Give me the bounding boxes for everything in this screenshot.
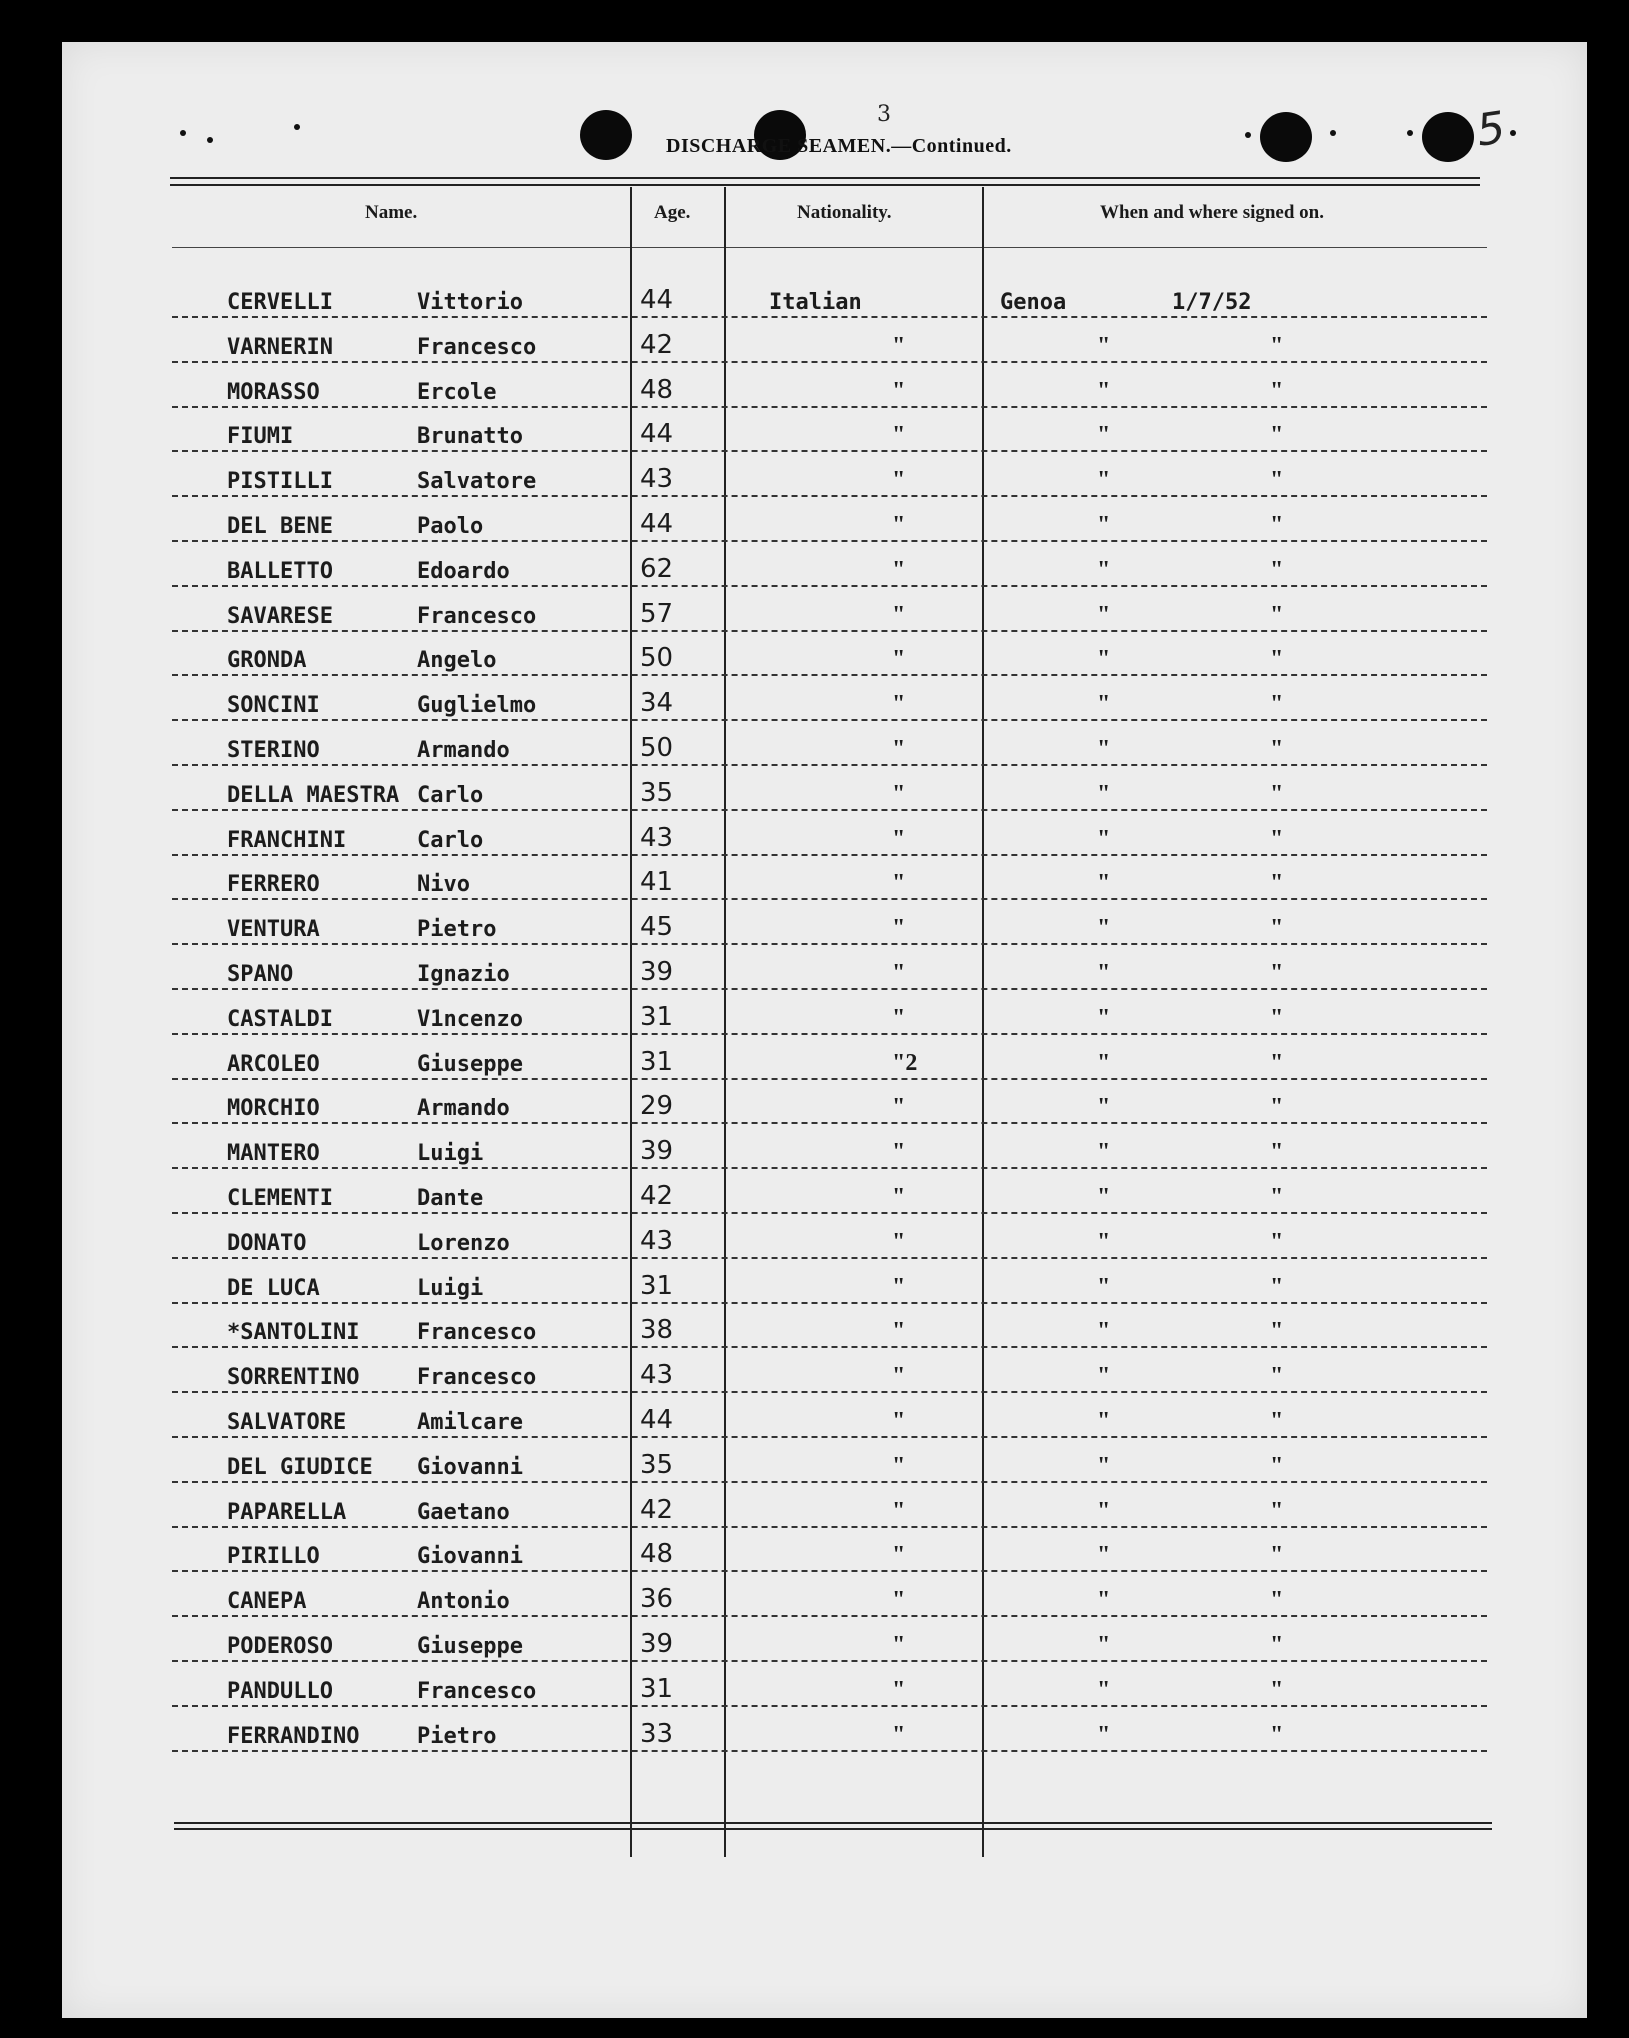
seaman-age: 44 bbox=[640, 1405, 674, 1435]
seaman-nationality: " bbox=[892, 1498, 906, 1524]
signed-on-date: " bbox=[1270, 333, 1284, 359]
table-row bbox=[62, 999, 1587, 1035]
seaman-given-name: Carlo bbox=[417, 828, 484, 853]
seaman-surname: PAPARELLA bbox=[227, 1500, 347, 1525]
seaman-given-name: Amilcare bbox=[417, 1410, 523, 1435]
table-row bbox=[62, 954, 1587, 990]
seaman-nationality: " bbox=[892, 1408, 906, 1434]
seaman-given-name: Carlo bbox=[417, 783, 484, 808]
seaman-age: 33 bbox=[640, 1719, 674, 1749]
seaman-nationality: " bbox=[892, 1094, 906, 1120]
speck bbox=[180, 130, 186, 136]
signed-on-port: " bbox=[1097, 1005, 1111, 1031]
row-dotted-line bbox=[172, 1750, 1487, 1752]
speck bbox=[207, 137, 213, 143]
seaman-surname: MANTERO bbox=[227, 1141, 320, 1166]
seaman-age: 34 bbox=[640, 688, 674, 718]
signed-on-date: " bbox=[1270, 781, 1284, 807]
row-dotted-line bbox=[172, 719, 1487, 721]
signed-on-port: " bbox=[1097, 467, 1111, 493]
signed-on-date: " bbox=[1270, 1005, 1284, 1031]
row-dotted-line bbox=[172, 1078, 1487, 1080]
seaman-given-name: Pietro bbox=[417, 1724, 497, 1749]
table-row bbox=[62, 1626, 1587, 1662]
seaman-surname: DELLA MAESTRA bbox=[227, 783, 400, 808]
seaman-nationality: " bbox=[892, 422, 906, 448]
row-dotted-line bbox=[172, 1391, 1487, 1393]
table-row bbox=[62, 461, 1587, 497]
seaman-surname: *SANTOLINI bbox=[227, 1320, 360, 1345]
table-row bbox=[62, 1178, 1587, 1214]
table-row bbox=[62, 1536, 1587, 1572]
seaman-given-name: Giovanni bbox=[417, 1544, 523, 1569]
signed-on-date: " bbox=[1270, 512, 1284, 538]
seaman-nationality: " bbox=[892, 1722, 906, 1748]
signed-on-port: " bbox=[1097, 1632, 1111, 1658]
seaman-nationality: " bbox=[892, 1542, 906, 1568]
seaman-given-name: Luigi bbox=[417, 1141, 484, 1166]
signed-on-date: " bbox=[1270, 378, 1284, 404]
signed-on-date: 1/7/52 bbox=[1172, 290, 1252, 315]
seaman-nationality: " bbox=[892, 1632, 906, 1658]
signed-on-date: " bbox=[1270, 1722, 1284, 1748]
column-header-nationality: Nationality. bbox=[797, 202, 892, 223]
row-dotted-line bbox=[172, 674, 1487, 676]
seaman-given-name: Francesco bbox=[417, 1320, 537, 1345]
seaman-given-name: Edoardo bbox=[417, 559, 510, 584]
signed-on-date: " bbox=[1270, 1453, 1284, 1479]
table-row bbox=[62, 1716, 1587, 1752]
seaman-given-name: Angelo bbox=[417, 648, 497, 673]
seaman-surname: PISTILLI bbox=[227, 469, 333, 494]
seaman-nationality: " bbox=[892, 1587, 906, 1613]
row-dotted-line bbox=[172, 406, 1487, 408]
signed-on-port: " bbox=[1097, 1498, 1111, 1524]
signed-on-date: " bbox=[1270, 467, 1284, 493]
table-row bbox=[62, 685, 1587, 721]
seaman-age: 41 bbox=[640, 867, 674, 897]
seaman-nationality: "2 bbox=[892, 1050, 918, 1076]
signed-on-date: " bbox=[1270, 1318, 1284, 1344]
seaman-nationality: " bbox=[892, 1229, 906, 1255]
signed-on-date: " bbox=[1270, 646, 1284, 672]
signed-on-port: " bbox=[1097, 1184, 1111, 1210]
seaman-age: 39 bbox=[640, 957, 674, 987]
seaman-nationality: " bbox=[892, 915, 906, 941]
seaman-age: 43 bbox=[640, 464, 674, 494]
signed-on-port: " bbox=[1097, 736, 1111, 762]
table-row bbox=[62, 1357, 1587, 1393]
row-dotted-line bbox=[172, 1302, 1487, 1304]
seaman-age: 44 bbox=[640, 509, 674, 539]
seaman-nationality: " bbox=[892, 960, 906, 986]
row-dotted-line bbox=[172, 1167, 1487, 1169]
seaman-surname: BALLETTO bbox=[227, 559, 333, 584]
table-row bbox=[62, 1581, 1587, 1617]
seaman-nationality: " bbox=[892, 557, 906, 583]
seaman-given-name: Francesco bbox=[417, 604, 537, 629]
table-row bbox=[62, 820, 1587, 856]
signed-on-port: " bbox=[1097, 422, 1111, 448]
table-bottom-rule-1 bbox=[174, 1822, 1492, 1824]
seaman-age: 57 bbox=[640, 599, 674, 629]
table-row bbox=[62, 864, 1587, 900]
row-dotted-line bbox=[172, 943, 1487, 945]
table-row bbox=[62, 1044, 1587, 1080]
column-header-rule bbox=[172, 247, 1487, 248]
seaman-surname: ARCOLEO bbox=[227, 1052, 320, 1077]
signed-on-port: " bbox=[1097, 1229, 1111, 1255]
seaman-nationality: " bbox=[892, 1005, 906, 1031]
row-dotted-line bbox=[172, 1705, 1487, 1707]
seaman-surname: STERINO bbox=[227, 738, 320, 763]
seaman-given-name: Vittorio bbox=[417, 290, 523, 315]
table-row bbox=[62, 1268, 1587, 1304]
seaman-age: 29 bbox=[640, 1091, 674, 1121]
seaman-given-name: Guglielmo bbox=[417, 693, 537, 718]
table-row bbox=[62, 1223, 1587, 1259]
seaman-given-name: Armando bbox=[417, 1096, 510, 1121]
seaman-given-name: Francesco bbox=[417, 335, 537, 360]
signed-on-port: " bbox=[1097, 1722, 1111, 1748]
seaman-given-name: Nivo bbox=[417, 872, 470, 897]
seaman-nationality: " bbox=[892, 1453, 906, 1479]
row-dotted-line bbox=[172, 1660, 1487, 1662]
document-page bbox=[62, 42, 1587, 2018]
seaman-surname: DEL GIUDICE bbox=[227, 1455, 373, 1480]
seaman-given-name: Francesco bbox=[417, 1365, 537, 1390]
signed-on-port: " bbox=[1097, 333, 1111, 359]
row-dotted-line bbox=[172, 540, 1487, 542]
seaman-given-name: Salvatore bbox=[417, 469, 537, 494]
seaman-surname: PIRILLO bbox=[227, 1544, 320, 1569]
signed-on-date: " bbox=[1270, 870, 1284, 896]
seaman-nationality: " bbox=[892, 602, 906, 628]
table-row bbox=[62, 1312, 1587, 1348]
seaman-surname: CERVELLI bbox=[227, 290, 333, 315]
seaman-surname: DE LUCA bbox=[227, 1276, 320, 1301]
row-dotted-line bbox=[172, 316, 1487, 318]
table-row bbox=[62, 327, 1587, 363]
seaman-age: 50 bbox=[640, 733, 674, 763]
speck bbox=[294, 124, 300, 130]
seaman-age: 62 bbox=[640, 554, 674, 584]
row-dotted-line bbox=[172, 1615, 1487, 1617]
header-rule-bottom bbox=[170, 184, 1480, 186]
row-dotted-line bbox=[172, 361, 1487, 363]
seaman-age: 39 bbox=[640, 1629, 674, 1659]
table-row bbox=[62, 596, 1587, 632]
column-header-name: Name. bbox=[365, 202, 418, 223]
table-row bbox=[62, 1088, 1587, 1124]
signed-on-date: " bbox=[1270, 1363, 1284, 1389]
seaman-nationality: " bbox=[892, 1363, 906, 1389]
signed-on-date: " bbox=[1270, 602, 1284, 628]
seaman-age: 44 bbox=[640, 419, 674, 449]
signed-on-date: " bbox=[1270, 826, 1284, 852]
seaman-given-name: Giovanni bbox=[417, 1455, 523, 1480]
seaman-age: 43 bbox=[640, 1226, 674, 1256]
signed-on-date: " bbox=[1270, 1274, 1284, 1300]
speck bbox=[1407, 130, 1413, 136]
row-dotted-line bbox=[172, 764, 1487, 766]
seaman-age: 42 bbox=[640, 330, 674, 360]
seaman-surname: DEL BENE bbox=[227, 514, 333, 539]
seaman-nationality: " bbox=[892, 467, 906, 493]
signed-on-port: " bbox=[1097, 1318, 1111, 1344]
signed-on-port: " bbox=[1097, 557, 1111, 583]
seaman-given-name: Brunatto bbox=[417, 424, 523, 449]
signed-on-date: " bbox=[1270, 736, 1284, 762]
seaman-nationality: " bbox=[892, 1139, 906, 1165]
signed-on-port: " bbox=[1097, 691, 1111, 717]
seaman-surname: SORRENTINO bbox=[227, 1365, 360, 1390]
signed-on-port: " bbox=[1097, 512, 1111, 538]
column-header-age: Age. bbox=[654, 202, 691, 223]
speck bbox=[1245, 132, 1251, 138]
signed-on-date: " bbox=[1270, 1139, 1284, 1165]
seaman-age: 39 bbox=[640, 1136, 674, 1166]
signed-on-date: " bbox=[1270, 1408, 1284, 1434]
table-row bbox=[62, 506, 1587, 542]
row-dotted-line bbox=[172, 854, 1487, 856]
row-dotted-line bbox=[172, 1481, 1487, 1483]
seaman-age: 43 bbox=[640, 823, 674, 853]
row-dotted-line bbox=[172, 1212, 1487, 1214]
seaman-given-name: Giuseppe bbox=[417, 1634, 523, 1659]
signed-on-port: " bbox=[1097, 1274, 1111, 1300]
seaman-surname: VENTURA bbox=[227, 917, 320, 942]
seaman-age: 45 bbox=[640, 912, 674, 942]
seaman-given-name: Armando bbox=[417, 738, 510, 763]
seaman-age: 31 bbox=[640, 1674, 674, 1704]
signed-on-port: " bbox=[1097, 915, 1111, 941]
seaman-given-name: Gaetano bbox=[417, 1500, 510, 1525]
seaman-nationality: " bbox=[892, 378, 906, 404]
seaman-given-name: Paolo bbox=[417, 514, 484, 539]
table-row bbox=[62, 1133, 1587, 1169]
signed-on-date: " bbox=[1270, 915, 1284, 941]
row-dotted-line bbox=[172, 809, 1487, 811]
seaman-nationality: " bbox=[892, 691, 906, 717]
seaman-surname: FRANCHINI bbox=[227, 828, 347, 853]
table-row bbox=[62, 1447, 1587, 1483]
signed-on-date: " bbox=[1270, 1229, 1284, 1255]
signed-on-port: " bbox=[1097, 602, 1111, 628]
seaman-surname: CASTALDI bbox=[227, 1007, 333, 1032]
signed-on-date: " bbox=[1270, 1677, 1284, 1703]
seaman-surname: MORCHIO bbox=[227, 1096, 320, 1121]
seaman-nationality: " bbox=[892, 1318, 906, 1344]
signed-on-port: " bbox=[1097, 646, 1111, 672]
row-dotted-line bbox=[172, 1346, 1487, 1348]
table-row bbox=[62, 372, 1587, 408]
seaman-age: 35 bbox=[640, 778, 674, 808]
signed-on-port: " bbox=[1097, 870, 1111, 896]
signed-on-port: " bbox=[1097, 1094, 1111, 1120]
seaman-surname: FERRANDINO bbox=[227, 1724, 360, 1749]
punch-hole bbox=[1422, 112, 1474, 162]
seaman-nationality: " bbox=[892, 646, 906, 672]
seaman-given-name: V1ncenzo bbox=[417, 1007, 523, 1032]
seaman-age: 48 bbox=[640, 1539, 674, 1569]
signed-on-date: " bbox=[1270, 1050, 1284, 1076]
row-dotted-line bbox=[172, 1257, 1487, 1259]
seaman-surname: CLEMENTI bbox=[227, 1186, 333, 1211]
seaman-nationality: " bbox=[892, 512, 906, 538]
table-row bbox=[62, 909, 1587, 945]
row-dotted-line bbox=[172, 585, 1487, 587]
seaman-nationality: " bbox=[892, 1677, 906, 1703]
row-dotted-line bbox=[172, 630, 1487, 632]
page-title: DISCHARGE SEAMEN.—Continued. bbox=[666, 135, 1012, 157]
signed-on-port: " bbox=[1097, 378, 1111, 404]
signed-on-date: " bbox=[1270, 422, 1284, 448]
table-bottom-rule-2 bbox=[174, 1828, 1492, 1830]
seaman-age: 42 bbox=[640, 1181, 674, 1211]
page-number: 3 bbox=[877, 102, 891, 127]
signed-on-date: " bbox=[1270, 557, 1284, 583]
signed-on-date: " bbox=[1270, 1498, 1284, 1524]
seaman-surname: FERRERO bbox=[227, 872, 320, 897]
seaman-surname: CANEPA bbox=[227, 1589, 307, 1614]
seaman-nationality: " bbox=[892, 870, 906, 896]
seaman-given-name: Ercole bbox=[417, 380, 497, 405]
seaman-surname: PODEROSO bbox=[227, 1634, 333, 1659]
signed-on-date: " bbox=[1270, 1542, 1284, 1568]
table-row bbox=[62, 551, 1587, 587]
signed-on-port: " bbox=[1097, 1139, 1111, 1165]
seaman-age: 38 bbox=[640, 1315, 674, 1345]
signed-on-date: " bbox=[1270, 691, 1284, 717]
signed-on-port: " bbox=[1097, 826, 1111, 852]
seaman-age: 44 bbox=[640, 285, 674, 315]
seaman-nationality: " bbox=[892, 1274, 906, 1300]
punch-hole bbox=[1260, 112, 1312, 162]
seaman-surname: FIUMI bbox=[227, 424, 294, 449]
table-row bbox=[62, 1402, 1587, 1438]
signed-on-port: " bbox=[1097, 781, 1111, 807]
seaman-nationality: " bbox=[892, 1184, 906, 1210]
header-rule-top bbox=[170, 177, 1480, 179]
speck bbox=[1330, 130, 1336, 136]
seaman-given-name: Dante bbox=[417, 1186, 484, 1211]
seaman-surname: PANDULLO bbox=[227, 1679, 333, 1704]
seaman-surname: MORASSO bbox=[227, 380, 320, 405]
row-dotted-line bbox=[172, 1526, 1487, 1528]
seaman-age: 36 bbox=[640, 1584, 674, 1614]
seaman-nationality: " bbox=[892, 736, 906, 762]
row-dotted-line bbox=[172, 988, 1487, 990]
table-row bbox=[62, 1492, 1587, 1528]
seaman-age: 31 bbox=[640, 1047, 674, 1077]
row-dotted-line bbox=[172, 1122, 1487, 1124]
seaman-surname: GRONDA bbox=[227, 648, 307, 673]
signed-on-date: " bbox=[1270, 1184, 1284, 1210]
table-row bbox=[62, 282, 1587, 318]
seaman-age: 48 bbox=[640, 375, 674, 405]
seaman-age: 50 bbox=[640, 643, 674, 673]
signed-on-port: " bbox=[1097, 1587, 1111, 1613]
seaman-surname: SALVATORE bbox=[227, 1410, 347, 1435]
seaman-given-name: Francesco bbox=[417, 1679, 537, 1704]
signed-on-port: " bbox=[1097, 1408, 1111, 1434]
seaman-surname: SONCINI bbox=[227, 693, 320, 718]
seaman-age: 43 bbox=[640, 1360, 674, 1390]
signed-on-port: " bbox=[1097, 1542, 1111, 1568]
seaman-nationality: " bbox=[892, 333, 906, 359]
seaman-age: 31 bbox=[640, 1002, 674, 1032]
seaman-given-name: Ignazio bbox=[417, 962, 510, 987]
seaman-surname: SPANO bbox=[227, 962, 294, 987]
seaman-given-name: Antonio bbox=[417, 1589, 510, 1614]
table-row bbox=[62, 640, 1587, 676]
seaman-age: 31 bbox=[640, 1271, 674, 1301]
table-row bbox=[62, 1671, 1587, 1707]
row-dotted-line bbox=[172, 898, 1487, 900]
column-header-signed-on: When and where signed on. bbox=[1100, 202, 1325, 223]
signed-on-port: " bbox=[1097, 1453, 1111, 1479]
table-row bbox=[62, 775, 1587, 811]
seaman-nationality: Italian bbox=[769, 290, 862, 315]
row-dotted-line bbox=[172, 1436, 1487, 1438]
row-dotted-line bbox=[172, 495, 1487, 497]
seaman-given-name: Giuseppe bbox=[417, 1052, 523, 1077]
seaman-surname: DONATO bbox=[227, 1231, 307, 1256]
seaman-nationality: " bbox=[892, 826, 906, 852]
signed-on-date: " bbox=[1270, 1587, 1284, 1613]
seaman-given-name: Pietro bbox=[417, 917, 497, 942]
speck bbox=[1510, 130, 1516, 136]
seaman-surname: VARNERIN bbox=[227, 335, 333, 360]
table-row bbox=[62, 730, 1587, 766]
table-row bbox=[62, 416, 1587, 452]
handwritten-annotation: 5 bbox=[1473, 102, 1509, 157]
signed-on-port: Genoa bbox=[1000, 290, 1067, 315]
seaman-given-name: Luigi bbox=[417, 1276, 484, 1301]
seaman-nationality: " bbox=[892, 781, 906, 807]
signed-on-port: " bbox=[1097, 960, 1111, 986]
signed-on-port: " bbox=[1097, 1363, 1111, 1389]
seaman-age: 42 bbox=[640, 1495, 674, 1525]
punch-hole bbox=[580, 110, 632, 160]
seaman-given-name: Lorenzo bbox=[417, 1231, 510, 1256]
seaman-surname: SAVARESE bbox=[227, 604, 333, 629]
row-dotted-line bbox=[172, 450, 1487, 452]
seaman-age: 35 bbox=[640, 1450, 674, 1480]
signed-on-date: " bbox=[1270, 960, 1284, 986]
row-dotted-line bbox=[172, 1570, 1487, 1572]
row-dotted-line bbox=[172, 1033, 1487, 1035]
signed-on-port: " bbox=[1097, 1677, 1111, 1703]
signed-on-port: " bbox=[1097, 1050, 1111, 1076]
signed-on-date: " bbox=[1270, 1632, 1284, 1658]
signed-on-date: " bbox=[1270, 1094, 1284, 1120]
